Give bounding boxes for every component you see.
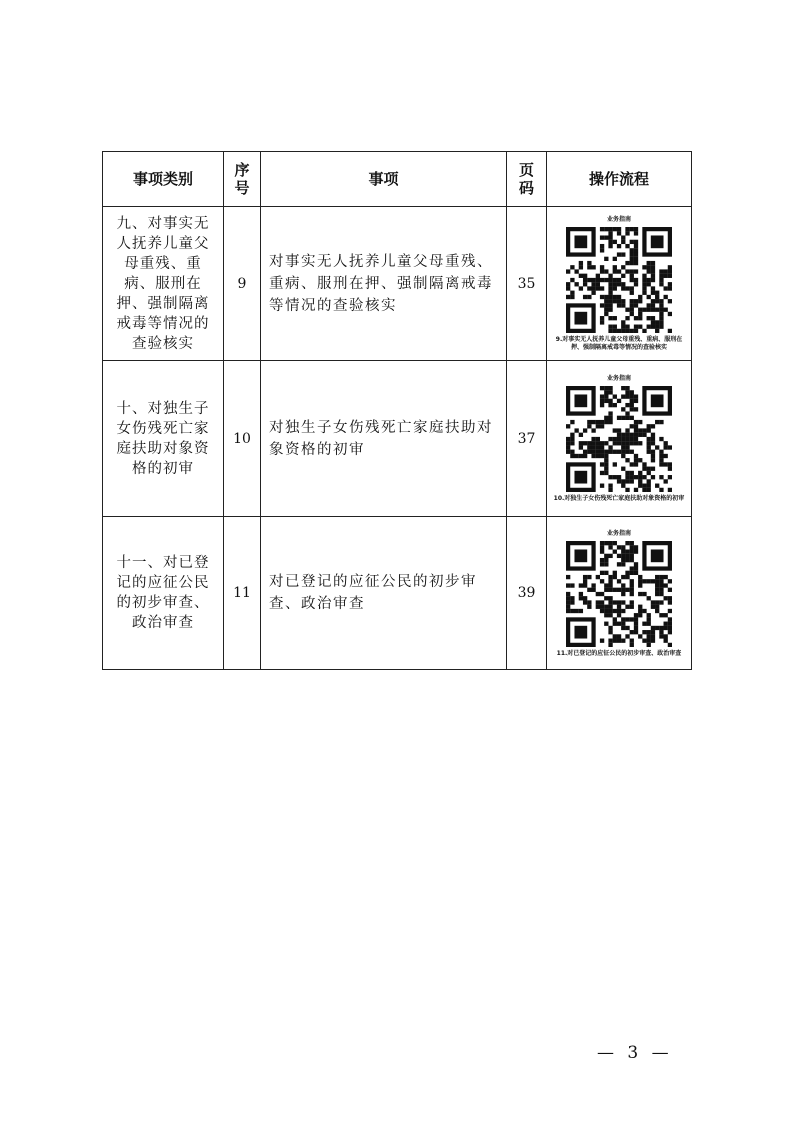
row-item: 对已登记的应征公民的初步审查、政治审查	[261, 517, 507, 670]
row-category: 十、对独生子女伤残死亡家庭扶助对象资格的初审	[103, 361, 224, 517]
table-row	[103, 207, 692, 361]
row-item: 对事实无人抚养儿童父母重残、重病、服刑在押、强制隔离戒毒等情况的查验核实	[261, 207, 507, 361]
row-seq: 9	[224, 207, 261, 361]
row-item: 对独生子女伤残死亡家庭扶助对象资格的初审	[261, 361, 507, 517]
qr-code[interactable]	[566, 227, 672, 333]
qr-block	[547, 215, 691, 352]
header-item: 事项	[261, 152, 507, 207]
qr-title: 业务指南	[606, 375, 631, 382]
row-page: 37	[507, 361, 547, 517]
row-seq: 11	[224, 517, 261, 670]
row-seq: 10	[224, 361, 261, 517]
header-category: 事项类别	[103, 152, 224, 207]
qr-block	[547, 529, 691, 658]
qr-code[interactable]	[566, 386, 672, 492]
row-category: 九、对事实无人抚养儿童父母重残、重病、服刑在押、强制隔离戒毒等情况的查验核实	[103, 207, 224, 361]
qr-title: 业务指南	[606, 529, 631, 537]
row-page: 35	[507, 207, 547, 361]
row-flow	[547, 207, 692, 361]
header-flow: 操作流程	[547, 152, 692, 207]
qr-code[interactable]	[566, 541, 672, 647]
header-page-text: 页码	[518, 161, 534, 197]
header-seq	[224, 152, 261, 207]
qr-caption: 10.对独生子女伤残死亡家庭扶助对象资格的初审	[553, 495, 685, 502]
qr-caption: 9.对事实无人抚养儿童父母重残、重病、服刑在押、强制隔离戒毒等情况的查验核实	[555, 336, 683, 351]
page-number: — 3 —	[597, 1043, 673, 1063]
table-row	[103, 517, 692, 670]
row-page: 39	[507, 517, 547, 670]
table-header-row	[103, 152, 692, 207]
row-flow	[547, 361, 692, 517]
header-page	[507, 152, 547, 207]
qr-title: 业务指南	[606, 216, 631, 223]
header-seq-text: 序号	[234, 161, 250, 197]
qr-block	[547, 374, 691, 503]
table-row	[103, 361, 692, 517]
qr-caption: 11.对已登记的应征公民的初步审查、政治审查	[556, 649, 682, 657]
row-category: 十一、对已登记的应征公民的初步审查、政治审查	[103, 517, 224, 670]
row-flow	[547, 517, 692, 670]
service-table	[102, 151, 692, 670]
